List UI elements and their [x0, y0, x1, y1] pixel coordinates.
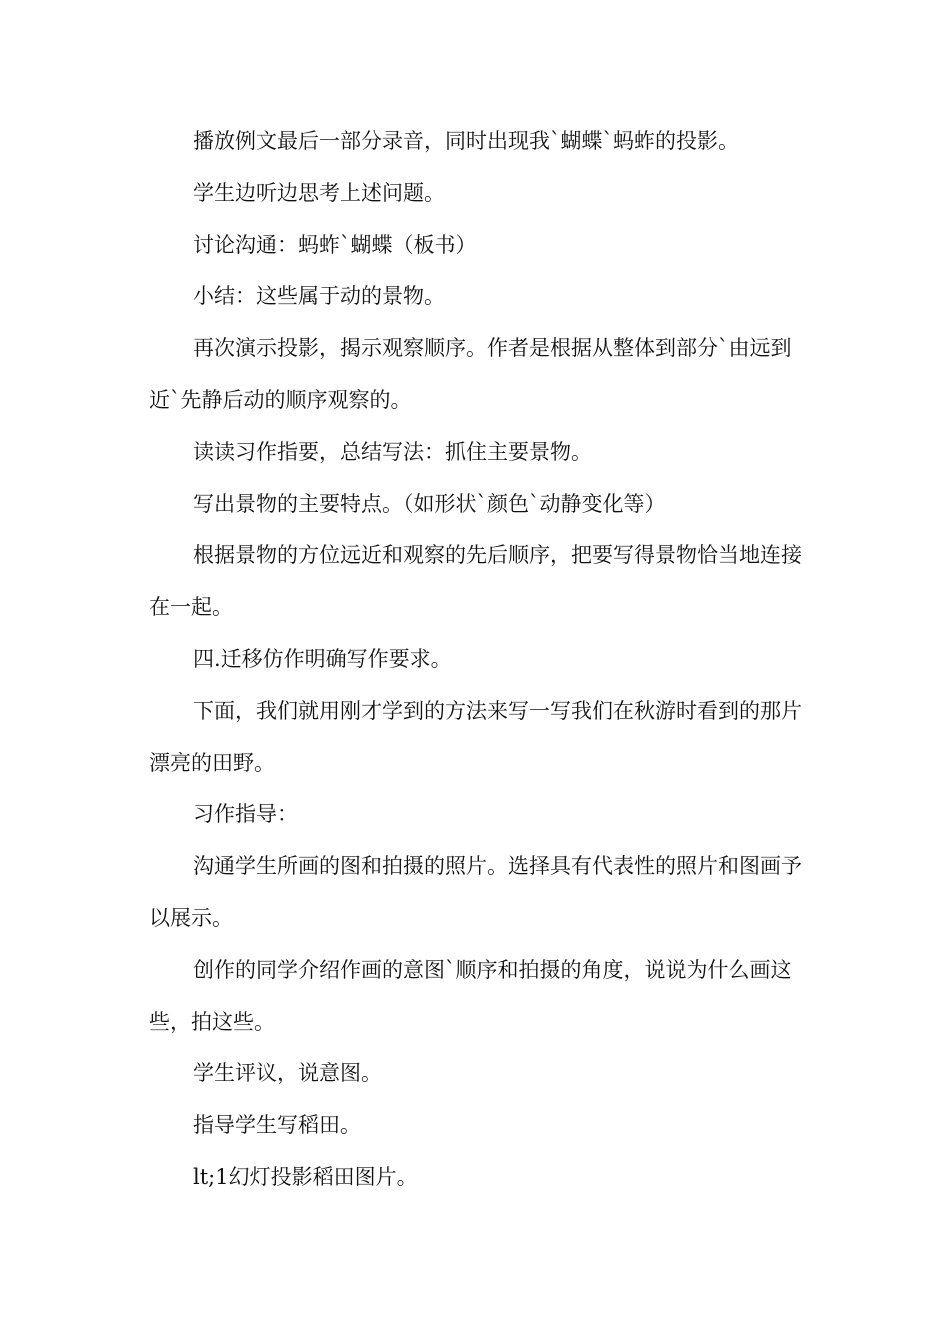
paragraph-12: 沟通学生所画的图和拍摄的照片。选择具有代表性的照片和图画予以展示。: [149, 854, 802, 930]
paragraph-13: 创作的同学介绍作画的意图`顺序和拍摄的角度，说说为什么画这些，拍这些。: [149, 957, 792, 1034]
section-heading: 四.迁移仿作明确写作要求。: [193, 646, 452, 671]
document-body: [149, 116, 809, 1204]
paragraph-5: 再次演示投影，揭示观察顺序。作者是根据从整体到部分`由远到近`先静后动的顺序观察的。: [149, 336, 792, 412]
paragraph-3: 讨论沟通：蚂蚱`蝴蝶（板书）: [193, 232, 477, 257]
paragraph-2: 学生边听边思考上述问题。: [193, 180, 445, 205]
paragraph-14: 学生评议，说意图。: [193, 1061, 382, 1086]
paragraph-8: 根据景物的方位远近和观察的先后顺序，把要写得景物恰当地连接在一起。: [149, 543, 802, 620]
paragraph-6: 读读习作指要，总结写法：抓住主要景物。: [193, 439, 592, 464]
paragraph-15: 指导学生写稻田。: [193, 1113, 361, 1138]
paragraph-16: lt;1幻灯投影稻田图片。: [193, 1164, 418, 1189]
paragraph-1: 播放例文最后一部分录音，同时出现我`蝴蝶`蚂蚱的投影。: [193, 129, 739, 153]
paragraph-10: 下面，我们就用刚才学到的方法来写一写我们在秋游时看到的那片漂亮的田野。: [149, 698, 802, 775]
subheading-guidance: 习作指导：: [193, 802, 298, 827]
paragraph-7: 写出景物的主要特点。（如形状`颜色`动静变化等）: [193, 491, 666, 516]
paragraph-4: 小结：这些属于动的景物。: [193, 284, 445, 309]
